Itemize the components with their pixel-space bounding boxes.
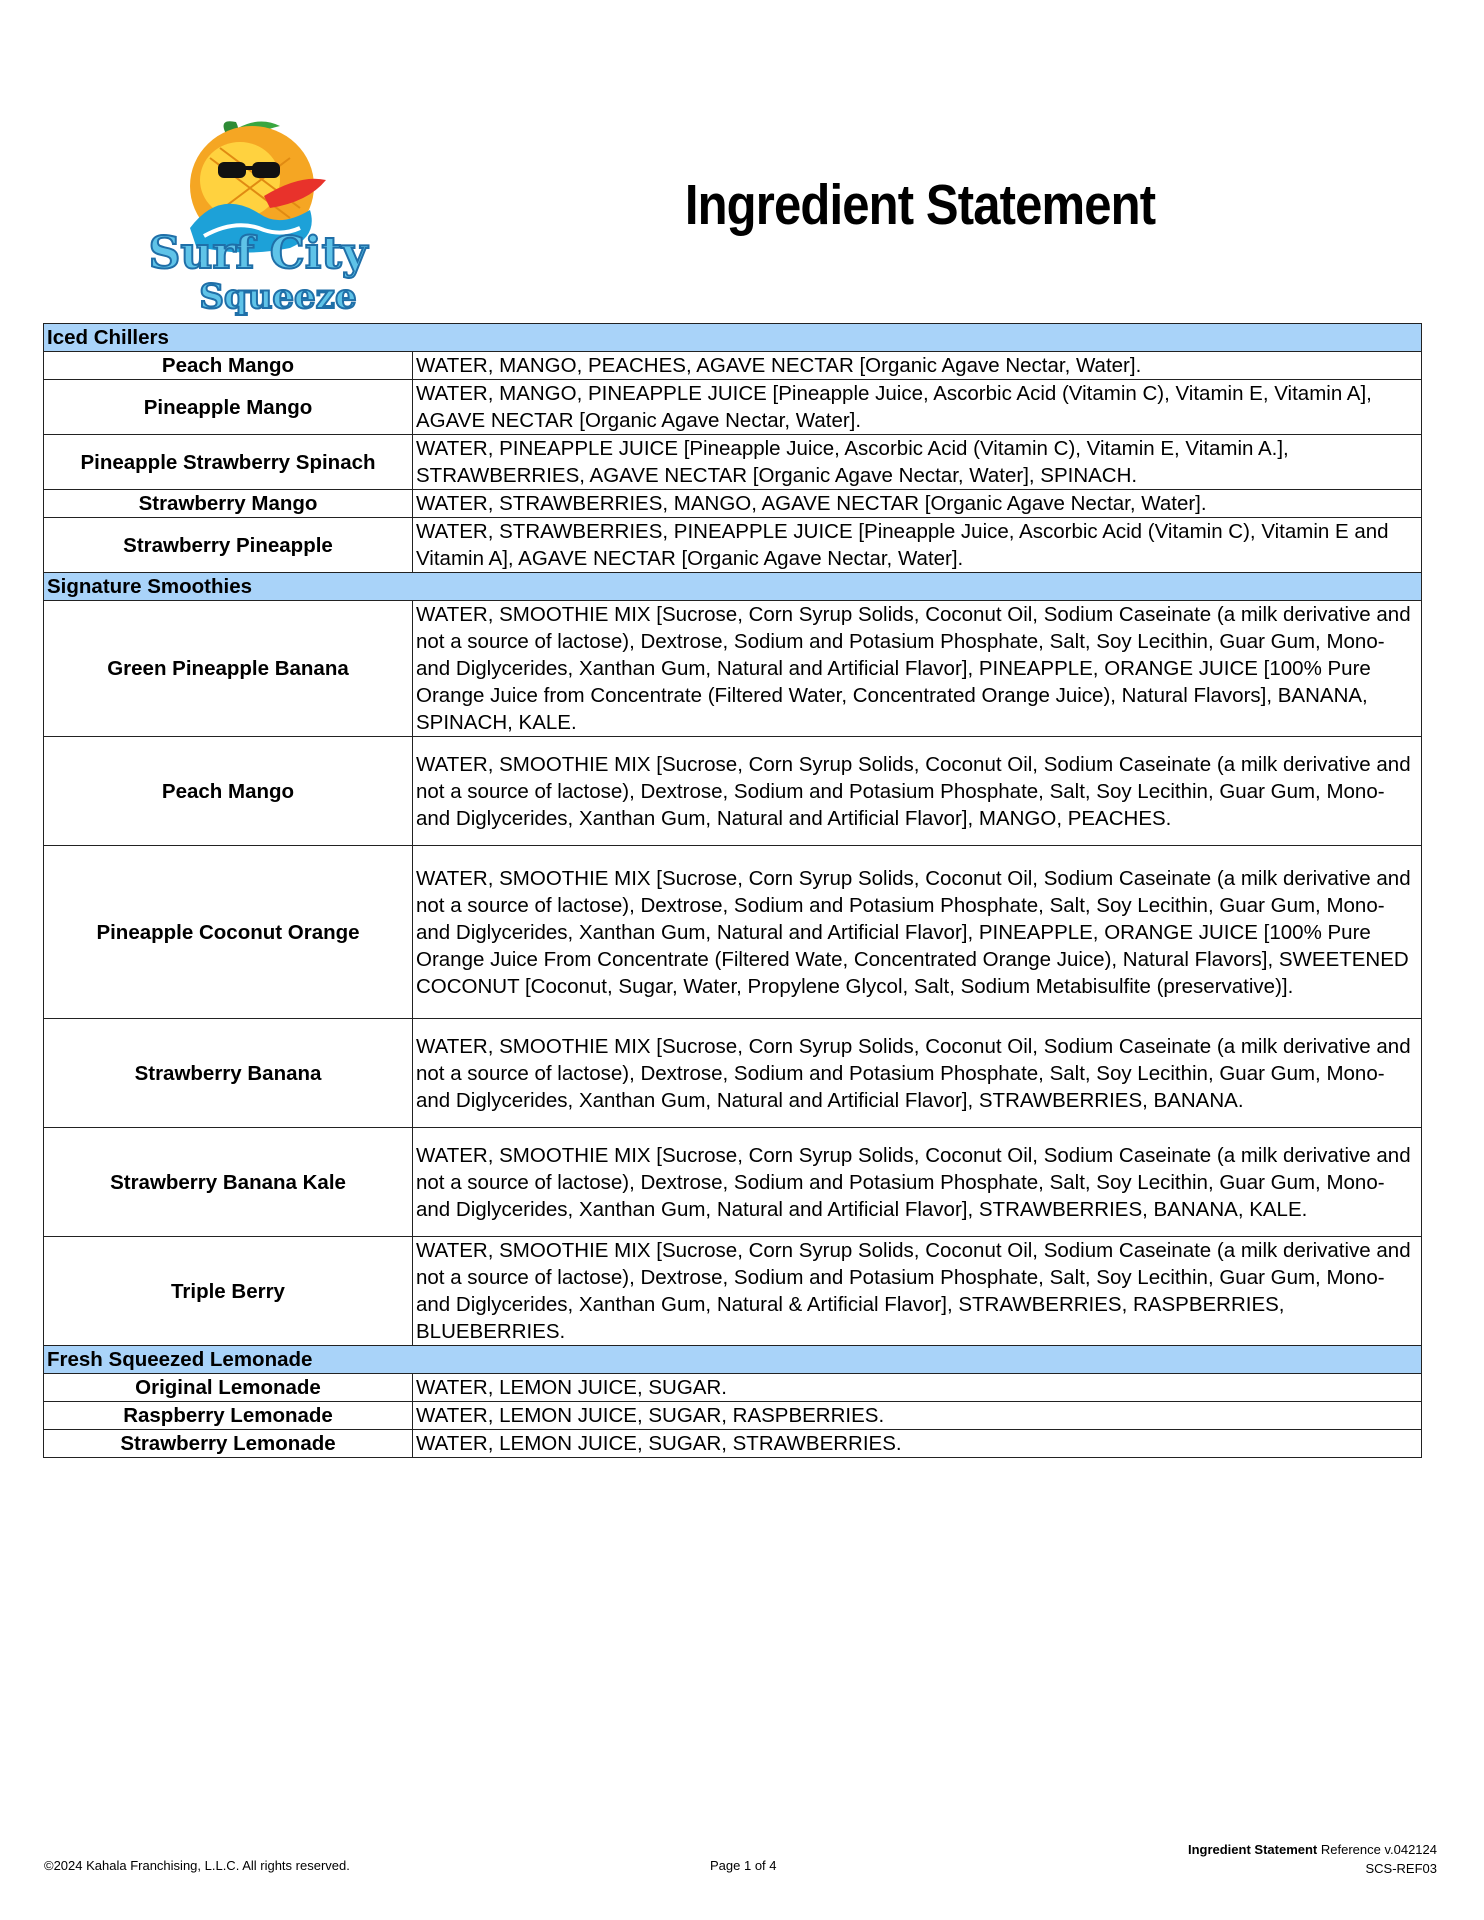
section-header-row (44, 1346, 1422, 1374)
table-row (44, 352, 1422, 380)
reference-version: Reference v.042124 (1320, 1842, 1437, 1857)
page-title: Ingredient Statement (684, 173, 1156, 237)
product-name: Pineapple Coconut Orange (44, 846, 413, 1019)
page-number: Page 1 of 4 (710, 1858, 777, 1873)
table-row (44, 435, 1422, 490)
ingredient-list: WATER, LEMON JUICE, SUGAR, STRAWBERRIES. (413, 1430, 1422, 1458)
product-name: Pineapple Strawberry Spinach (44, 435, 413, 490)
ingredient-list: WATER, STRAWBERRIES, MANGO, AGAVE NECTAR [Organic Agave Nectar, Water]. (413, 490, 1422, 518)
table-row (44, 490, 1422, 518)
ingredient-list: WATER, SMOOTHIE MIX [Sucrose, Corn Syrup Solids, Coconut Oil, Sodium Caseinate (a milk derivative and not a source of lactose), Dextrose, Sodium and Potasium Phosphate, Salt, Soy Lecithin, Guar Gum, Mono- and Diglycerides, Xanthan Gum, Natural and Artificial Flavor], STRAWBERRIES, BANANA, KALE. (413, 1128, 1422, 1237)
table-row (44, 846, 1422, 1019)
ingredient-list: WATER, LEMON JUICE, SUGAR. (413, 1374, 1422, 1402)
ingredient-list: WATER, SMOOTHIE MIX [Sucrose, Corn Syrup Solids, Coconut Oil, Sodium Caseinate (a milk derivative and not a source of lactose), Dextrose, Sodium and Potasium Phosphate, Salt, Soy Lecithin, Guar Gum, Mono- and Diglycerides, Xanthan Gum, Natural & Artificial Flavor], STRAWBERRIES, RASPBERRIES, BLUEBERRIES. (413, 1237, 1422, 1346)
product-name: Pineapple Mango (44, 380, 413, 435)
ingredient-list: WATER, MANGO, PINEAPPLE JUICE [Pineapple Juice, Ascorbic Acid (Vitamin C), Vitamin E, Vitamin A], AGAVE NECTAR [Organic Agave Nectar, Water]. (413, 380, 1422, 435)
table-row (44, 737, 1422, 846)
product-name: Strawberry Banana Kale (44, 1128, 413, 1237)
product-name: Original Lemonade (44, 1374, 413, 1402)
copyright-notice: ©2024 Kahala Franchising, L.L.C. All rights reserved. (44, 1858, 350, 1873)
table-row (44, 1019, 1422, 1128)
ingredient-list: WATER, MANGO, PEACHES, AGAVE NECTAR [Organic Agave Nectar, Water]. (413, 352, 1422, 380)
ingredient-list: WATER, SMOOTHIE MIX [Sucrose, Corn Syrup Solids, Coconut Oil, Sodium Caseinate (a milk derivative and not a source of lactose), Dextrose, Sodium and Potasium Phosphate, Salt, Soy Lecithin, Guar Gum, Mono- and Diglycerides, Xanthan Gum, Natural and Artificial Flavor], PINEAPPLE, ORANGE JUICE [100% Pure Orange Juice from Concentrate (Filtered Water, Concentrated Orange Juice), Natural Flavors], BANANA, SPINACH, KALE. (413, 601, 1422, 737)
reference-title: Ingredient Statement (1187, 1842, 1318, 1857)
ingredient-table (43, 323, 1422, 1458)
product-name: Strawberry Lemonade (44, 1430, 413, 1458)
logo-wordmark-line2: Squeeze (199, 277, 357, 317)
product-name: Green Pineapple Banana (44, 601, 413, 737)
section-header-row (44, 573, 1422, 601)
table-row (44, 1430, 1422, 1458)
ingredient-list: WATER, PINEAPPLE JUICE [Pineapple Juice, Ascorbic Acid (Vitamin C), Vitamin E, Vitamin A.], STRAWBERRIES, AGAVE NECTAR [Organic Agave Nectar, Water], SPINACH. (413, 435, 1422, 490)
ingredient-list: WATER, LEMON JUICE, SUGAR, RASPBERRIES. (413, 1402, 1422, 1430)
ingredient-list: WATER, SMOOTHIE MIX [Sucrose, Corn Syrup Solids, Coconut Oil, Sodium Caseinate (a milk derivative and not a source of lactose), Dextrose, Sodium and Potasium Phosphate, Salt, Soy Lecithin, Guar Gum, Mono- and Diglycerides, Xanthan Gum, Natural and Artificial Flavor], STRAWBERRIES, BANANA. (413, 1019, 1422, 1128)
ingredient-list: WATER, SMOOTHIE MIX [Sucrose, Corn Syrup Solids, Coconut Oil, Sodium Caseinate (a milk derivative and not a source of lactose), Dextrose, Sodium and Potasium Phosphate, Salt, Soy Lecithin, Guar Gum, Mono- and Diglycerides, Xanthan Gum, Natural and Artificial Flavor], MANGO, PEACHES. (413, 737, 1422, 846)
surf-city-squeeze-logo (140, 118, 402, 318)
section-heading: Iced Chillers (44, 324, 1422, 352)
product-name: Peach Mango (44, 352, 413, 380)
section-heading: Signature Smoothies (44, 573, 1422, 601)
table-row (44, 1374, 1422, 1402)
section-heading: Fresh Squeezed Lemonade (44, 1346, 1422, 1374)
table-row (44, 601, 1422, 737)
product-name: Peach Mango (44, 737, 413, 846)
ingredient-list: WATER, SMOOTHIE MIX [Sucrose, Corn Syrup Solids, Coconut Oil, Sodium Caseinate (a milk derivative and not a source of lactose), Dextrose, Sodium and Potasium Phosphate, Salt, Soy Lecithin, Guar Gum, Mono- and Diglycerides, Xanthan Gum, Natural and Artificial Flavor], PINEAPPLE, ORANGE JUICE [100% Pure Orange Juice From Concentrate (Filtered Wate, Concentrated Orange Juice), Natural Flavors], SWEETENED COCONUT [Coconut, Sugar, Water, Propylene Glycol, Salt, Sodium Metabisulfite (preservative)]. (413, 846, 1422, 1019)
product-name: Strawberry Banana (44, 1019, 413, 1128)
table-row (44, 1402, 1422, 1430)
table-row (44, 518, 1422, 573)
document-reference (1188, 1840, 1437, 1878)
table-row (44, 1237, 1422, 1346)
product-name: Triple Berry (44, 1237, 413, 1346)
table-row (44, 1128, 1422, 1237)
ingredient-list: WATER, STRAWBERRIES, PINEAPPLE JUICE [Pineapple Juice, Ascorbic Acid (Vitamin C), Vitamin E and Vitamin A], AGAVE NECTAR [Organic Agave Nectar, Water]. (413, 518, 1422, 573)
reference-code: SCS-REF03 (1365, 1861, 1437, 1876)
product-name: Raspberry Lemonade (44, 1402, 413, 1430)
logo-wordmark-line1: Surf City (148, 228, 368, 279)
product-name: Strawberry Mango (44, 490, 413, 518)
section-header-row (44, 324, 1422, 352)
table-row (44, 380, 1422, 435)
product-name: Strawberry Pineapple (44, 518, 413, 573)
